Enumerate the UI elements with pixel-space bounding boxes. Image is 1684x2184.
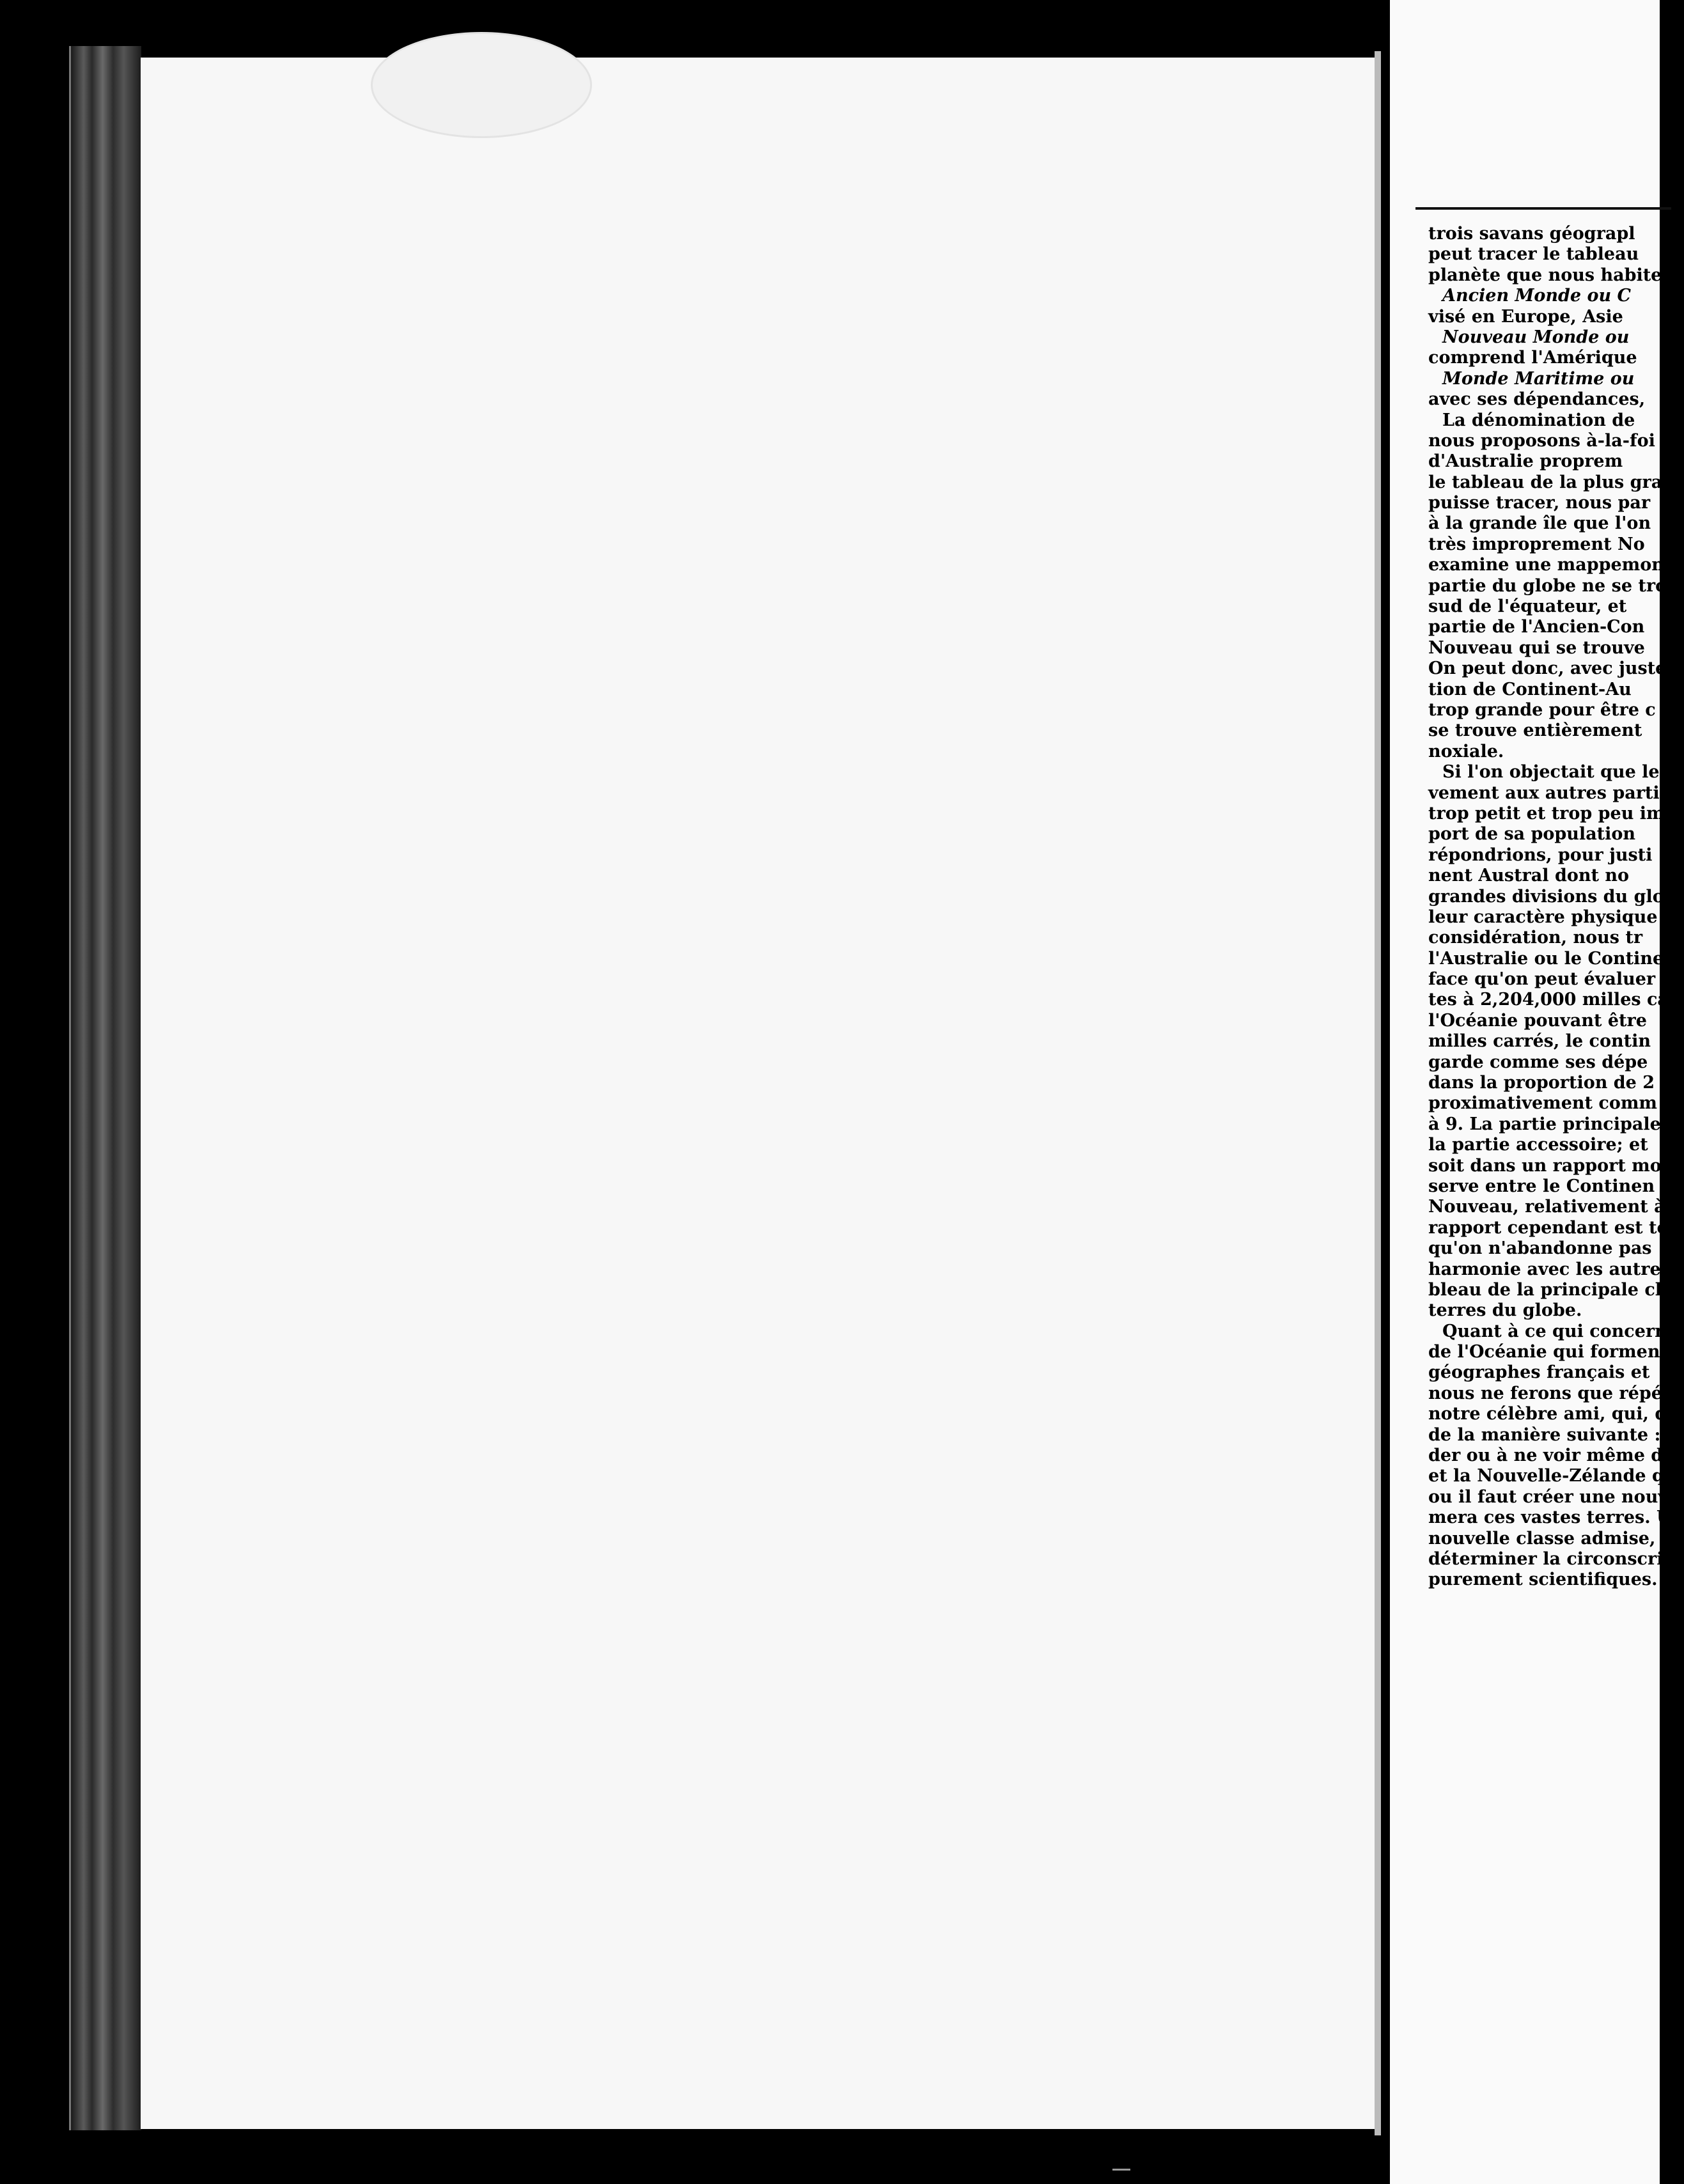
text-line: peut tracer le tableau bbox=[1428, 244, 1639, 265]
text-line: tes à 2,204,000 milles car bbox=[1428, 990, 1678, 1010]
text-line: se trouve entièrement bbox=[1428, 721, 1642, 741]
text-line: noxiale. bbox=[1428, 741, 1504, 761]
text-line: soit dans un rapport mo bbox=[1428, 1155, 1662, 1176]
text-line: trop petit et trop peu im bbox=[1428, 803, 1665, 823]
text-line: sud de l'équateur, et bbox=[1428, 597, 1627, 617]
text-line: nous proposons à-la-foi bbox=[1428, 430, 1655, 451]
text-column bbox=[1428, 224, 1684, 1591]
text-line: qu'on n'abandonne pas bbox=[1428, 1238, 1652, 1259]
header-rule bbox=[1415, 207, 1671, 210]
text-line: trois savans géograpl bbox=[1428, 224, 1635, 244]
text-line: nous ne ferons que répé bbox=[1428, 1383, 1662, 1403]
text-line: la partie accessoire; et bbox=[1428, 1135, 1648, 1155]
text-line: Monde Maritime ou bbox=[1442, 368, 1635, 389]
text-line: proximativement comm bbox=[1428, 1093, 1657, 1114]
text-line: Quant à ce qui concern bbox=[1442, 1321, 1667, 1341]
text-line: La dénomination de bbox=[1442, 410, 1635, 430]
text-line: examine une mappemon bbox=[1428, 555, 1664, 575]
text-line: milles carrés, le contin bbox=[1428, 1031, 1651, 1052]
text-line: nouvelle classe admise, bbox=[1428, 1528, 1656, 1548]
right-text-page bbox=[1381, 0, 1684, 2184]
text-line: tion de Continent-Au bbox=[1428, 679, 1632, 699]
text-line: puisse tracer, nous par bbox=[1428, 493, 1651, 513]
text-line: ou il faut créer une nouv bbox=[1428, 1486, 1669, 1507]
text-line: planète que nous habite bbox=[1428, 265, 1662, 285]
text-line: trop grande pour être c bbox=[1428, 699, 1656, 720]
text-line: harmonie avec les autre bbox=[1428, 1259, 1661, 1279]
text-line: et la Nouvelle-Zélande q bbox=[1428, 1466, 1664, 1486]
text-line: vement aux autres parti bbox=[1428, 783, 1660, 803]
text-line: l'Australie ou le Contine bbox=[1428, 948, 1664, 969]
text-line: notre célèbre ami, qui, da bbox=[1428, 1404, 1678, 1424]
text-line: à la grande île que l'on bbox=[1428, 513, 1651, 534]
text-line: purement scientifiques. P bbox=[1428, 1570, 1677, 1590]
text-line: partie de l'Ancien-Con bbox=[1428, 617, 1645, 637]
text-line: Nouveau, relativement à bbox=[1428, 1197, 1665, 1217]
text-line: l'Océanie pouvant être bbox=[1428, 1010, 1647, 1031]
text-line: Nouveau Monde ou bbox=[1442, 327, 1630, 347]
text-line: garde comme ses dépe bbox=[1428, 1052, 1648, 1072]
text-line: dans la proportion de 2 bbox=[1428, 1073, 1655, 1093]
text-line: à 9. La partie principale s bbox=[1428, 1114, 1677, 1134]
text-line: le tableau de la plus gran bbox=[1428, 472, 1675, 492]
text-line: de l'Océanie qui forment bbox=[1428, 1342, 1668, 1362]
scan-mark bbox=[1112, 2156, 1130, 2171]
text-line: Nouveau qui se trouve bbox=[1428, 637, 1645, 658]
text-line: avec ses dépendances, bbox=[1428, 389, 1646, 410]
text-line: partie du globe ne se tro bbox=[1428, 575, 1667, 596]
text-line: bleau de la principale cl bbox=[1428, 1279, 1662, 1300]
text-line: face qu'on peut évaluer bbox=[1428, 969, 1656, 990]
text-line: grandes divisions du glo bbox=[1428, 886, 1664, 907]
text-line: déterminer la circonscrip bbox=[1428, 1549, 1676, 1569]
blank-left-page bbox=[141, 58, 1378, 2129]
text-line: Si l'on objectait que le bbox=[1442, 762, 1660, 783]
text-line: rapport cependant est to bbox=[1428, 1217, 1669, 1238]
book-edge bbox=[69, 46, 141, 2130]
text-line: nent Austral dont no bbox=[1428, 866, 1629, 886]
text-line: serve entre le Continen bbox=[1428, 1176, 1655, 1196]
text-line: port de sa population bbox=[1428, 824, 1636, 845]
text-line: géographes français et bbox=[1428, 1362, 1650, 1383]
gutter-shadow bbox=[1375, 51, 1381, 2135]
text-line: leur caractère physique bbox=[1428, 907, 1658, 927]
text-line: répondrions, pour justi bbox=[1428, 845, 1653, 865]
text-line: comprend l'Amérique bbox=[1428, 348, 1637, 368]
text-line: der ou à ne voir même da bbox=[1428, 1446, 1674, 1466]
text-line: considération, nous tr bbox=[1428, 928, 1643, 948]
text-line: d'Australie proprem bbox=[1428, 451, 1623, 472]
paper-stain bbox=[371, 32, 592, 138]
text-line: mera ces vastes terres. Un bbox=[1428, 1508, 1684, 1528]
text-line: visé en Europe, Asie bbox=[1428, 306, 1623, 327]
text-line: de la manière suivante : bbox=[1428, 1424, 1661, 1445]
text-line: Ancien Monde ou C bbox=[1442, 286, 1631, 306]
text-line: très improprement No bbox=[1428, 534, 1645, 554]
text-line: terres du globe. bbox=[1428, 1300, 1582, 1321]
text-line: On peut donc, avec juste bbox=[1428, 659, 1667, 679]
